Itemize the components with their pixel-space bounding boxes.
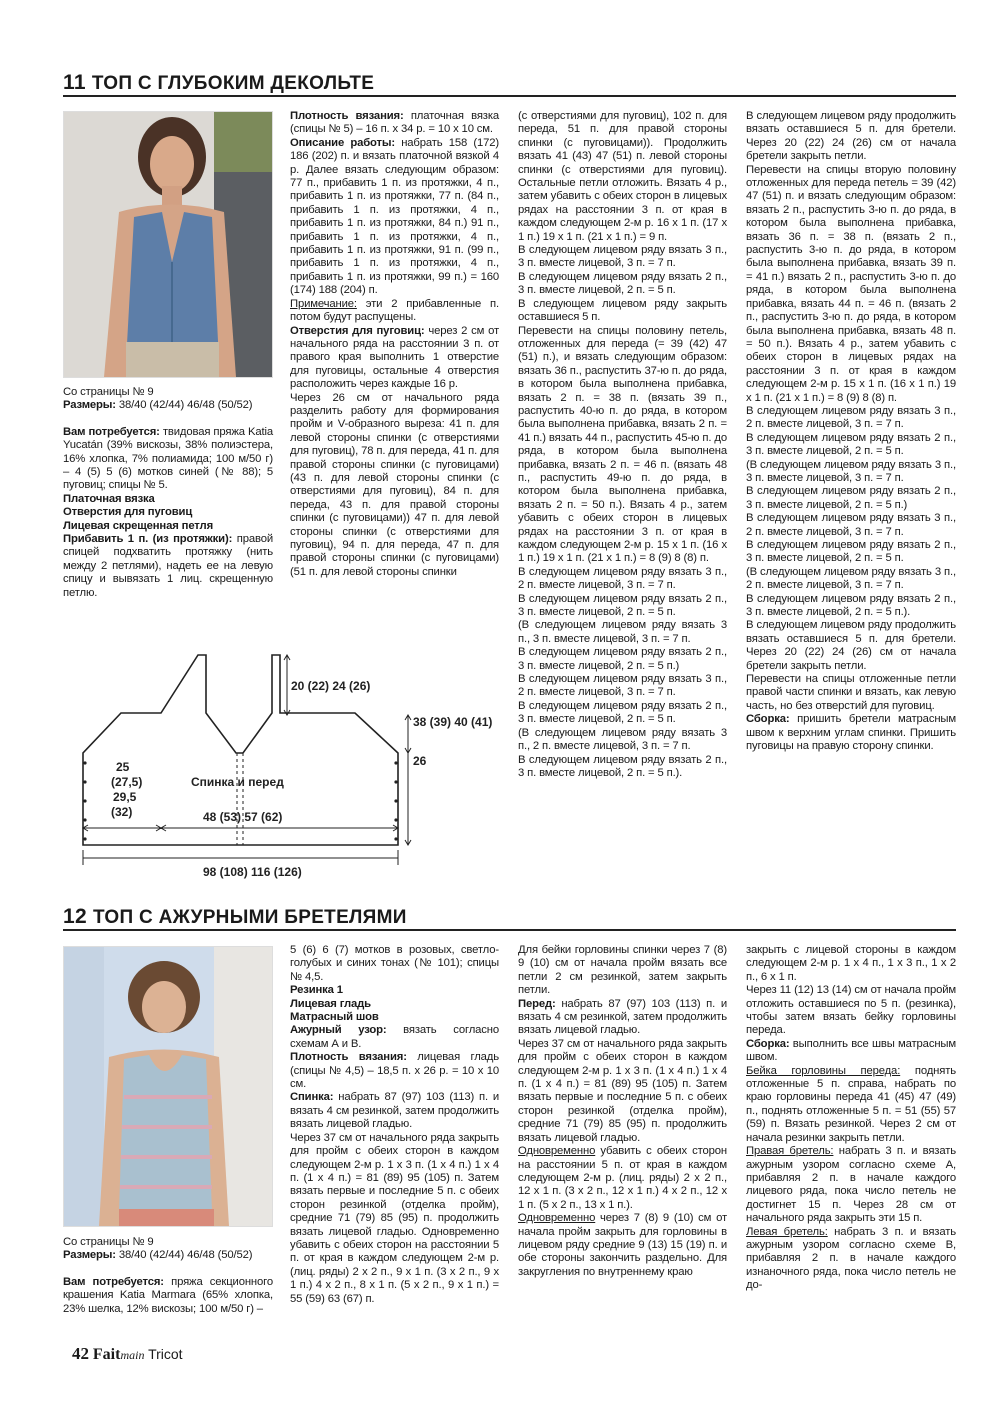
materials-label: Вам потребуется:	[63, 1275, 164, 1288]
paragraph: В следующем лицевом ряду закрыть оставшиеся 5 п.	[518, 297, 727, 324]
simultaneously-label: Одновременно	[518, 1145, 596, 1158]
assembly-label: Сборка:	[746, 1037, 790, 1050]
assembly-label: Сборка:	[746, 713, 790, 726]
strap-length-label: 20 (22) 24 (26)	[291, 679, 371, 693]
stitch-name: Платочная вязка	[63, 492, 155, 505]
paragraph: (В следующем лицевом ряду вязать 3 п., 3 п. вместе лицевой, 3 п. = 7 п.	[746, 458, 956, 484]
paragraph: В следующем лицевом ряду вязать 2 п., 3 п. вместе лицевой, 2 п. = 5 п.	[518, 270, 727, 297]
paragraph: В следующем лицевом ряду вязать 3 п., 3 п. вместе лицевой, 3 п. = 7 п.	[518, 244, 727, 270]
lace-text: вязать согласно схемам А и В.	[290, 1024, 499, 1050]
armhole-label: 38 (39) 40 (41)	[413, 715, 493, 729]
assembly-text: пришить бретели матрасным швом к верхним углам спинки. Пришить пуговицы на правую сторону спинки.	[746, 713, 956, 753]
paragraph: В следующем лицевом ряду вязать 2 п., 3 п. вместе лицевой, 2 п. = 5 п.)	[746, 485, 956, 511]
description-text: набрать 158 (172) 186 (202) п. и вязать платочной вязкой 4 р. Далее вязать следующим образом: 77 п., прибавить 1 п. из протяжки, 4 п., прибавить 1 п. из протяжки, 77 п. (84 п., прибавить 1 п. из протяжки, 4 п., прибавить 1 п. из протяжки, 84 п.) 91 п., прибавить 1 п. из протяжки, 4 п., прибавить 1 п. из протяжки, 91 п. (99 п., прибавить 1 п. из протяжки, 4 п., прибавить 1 п. из протяжки, 99 п.) = 160 (174) 188 (204) п.	[290, 136, 499, 297]
sizes-label: Размеры:	[63, 399, 116, 412]
increase-text: правой спицей подхватить протяжку (нить между 2 петлями), надеть ее на левую спицу и вывязать 1 лиц. скрещенную петлю.	[63, 533, 273, 599]
total-width-label: 98 (108) 116 (126)	[203, 865, 302, 879]
simultaneously-label: Одновременно	[518, 1212, 596, 1225]
gauge-text: лицевая гладь (спицы № 4,5) – 18,5 п. х 26 р. = 10 х 10 см.	[290, 1051, 499, 1091]
s12-column-2	[290, 944, 499, 1306]
buttonholes-text: через 2 см от начального ряда на расстоянии 3 п. от правого края выполнить 1 отверстие для пуговицы, остальные 4 отверстия расположить через каждые 16 р.	[290, 324, 500, 391]
paragraph: через 7 (8) 9 (10) см от начала пройм закрыть для горловины в лицевом ряду средние 9 (13) 15 (19) п. и обе стороны закончить раздельно. Для закругления по внутреннему краю	[518, 1212, 727, 1278]
paragraph: В следующем лицевом ряду вязать 2 п., 3 п. вместе лицевой, 2 п. = 5 п.	[746, 431, 956, 458]
materials-text: пряжа секционного крашения Katia Marmara (65% хлопка, 23% шелка, 12% вискозы; 100 м/50 г) –	[63, 1275, 273, 1315]
model-photo-illustration	[64, 112, 272, 377]
page-number: 42	[72, 1344, 89, 1363]
paragraph: В следующем лицевом ряду вязать 3 п., 2 п. вместе лицевой, 3 п. = 7 п.	[518, 673, 727, 699]
paragraph: убавить с обеих сторон на расстоянии 5 п. от края в каждом следующем 2-м р. (лиц. ряды) 2 х 2 п., 12 х 1 п. (3 х 2 п., 12 х 1 п.) 4 х 2 п., 12 х 1 п. (5 х 2 п., 13 х 1 п.).	[518, 1145, 727, 1211]
paragraph: В следующем лицевом ряду вязать 2 п., 3 п. вместе лицевой, 2 п. = 5 п.).	[518, 753, 727, 779]
sizes-value: 38/40 (42/44) 46/48 (50/52)	[115, 1249, 253, 1262]
garment-schematic	[63, 645, 503, 885]
stitch-name: Отверстия для пуговиц	[63, 506, 193, 519]
paragraph: В следующем лицевом ряду вязать 2 п., 3 п. вместе лицевой, 2 п. = 5 п.)	[518, 646, 727, 672]
gauge-label: Плотность вязания:	[290, 110, 404, 122]
side-width-label: 25	[116, 760, 130, 774]
back-text: набрать 87 (97) 103 (113) п. и вязать 4 см резинкой, затем продолжить вязать лицевой гладью.	[290, 1091, 499, 1131]
section-11-title	[63, 71, 374, 95]
paragraph: В следующем лицевом ряду вязать 3 п., 2 п. вместе лицевой, 3 п. = 7 п.	[746, 512, 956, 538]
gauge-text: платочная вязка (спицы № 5) – 16 п. х 34 р. = 10 х 10 см.	[290, 110, 499, 136]
paragraph: В следующем лицевом ряду вязать 2 п., 3 п. вместе лицевой, 2 п. = 5 п.	[518, 592, 727, 619]
s11-column-3	[518, 110, 727, 780]
source-page: Со страницы № 9	[63, 1236, 154, 1248]
paragraph: Для бейки горловины спинки через 7 (8) 9 (10) см от начала пройм вязать все петли 2 см резинкой, затем закрыть петли.	[518, 944, 727, 997]
page-footer	[72, 1344, 183, 1364]
section-title-text: ТОП С АЖУРНЫМИ БРЕТЕЛЯМИ	[92, 907, 407, 928]
buttonholes-label: Отверстия для пуговиц:	[290, 324, 425, 337]
sizes-label: Размеры:	[63, 1249, 116, 1262]
paragraph: Перевести на спицы половину петель, отложенных для переда (= 39 (42) 47 (51) п.), и вязать следующим образом: вязать 36 п., распустить 37-ю п. до ряда, в котором была выполнена прибавка, вязать 2 п. = 38 п. (вязать 39 п., распустить 40-ю п. до ряда, в котором была выполнена прибавка, вязать 2 п. = 41 п.) вязать 44 п., распустить 45-ю п. до ряда, в котором была выполнена прибавка, вязать 2 п. = 46 п. (вязать 48 п., распустить 49-ю п. до ряда, в котором была выполнена прибавка, вязать 2 п. = 50 п.). Вязать 4 р., затем убавить с обеих сторон в лицевых рядах на расстоянии 3 п. от края в каждом следующем 2-м р. 15 х 1 п. (16 х 1 п.) 19 х 1 п. (21 х 1 п.) = 8 (9) 8 (8) п.	[518, 324, 727, 565]
sizes-value: 38/40 (42/44) 46/48 (50/52)	[115, 399, 253, 412]
left-strap-label: Левая бретель:	[746, 1225, 828, 1238]
brand-name-small: main	[120, 1348, 145, 1362]
right-strap-label: Правая бретель:	[746, 1145, 834, 1158]
section-12-rule	[63, 929, 956, 931]
paragraph: Через 26 см от начального ряда разделить работу для формирования пройм и V-образного выреза: 41 п. для левой стороны спинки (с отверстиями для пуговиц), 78 п. для переда, 41 п. для правой стороны спинки (с пуговицами) (43 п. для левой стороны спинки (с отверстиями для пуговиц), 84 п. для переда, 43 п. для правой стороны спинки (с пуговицами)) 47 п. для левой стороны спинки (с отверстиями для пуговиц), 94 п. для переда, 47 п. для правой стороны спинки (с пуговицами) (51 п. для левой стороны спинки	[290, 391, 499, 578]
front-text: набрать 87 (97) 103 (113) п. и вязать 4 см резинкой, затем продолжить вязать лицевой гладью.	[518, 997, 727, 1037]
stitch-name: Резинка 1	[290, 984, 343, 997]
s12-left-column	[63, 1236, 273, 1316]
top-photo-multicolor	[63, 946, 273, 1227]
model-photo-illustration	[64, 947, 272, 1226]
back-label: Спинка:	[290, 1091, 334, 1104]
paragraph: Через 37 см от начального ряда закрыть для пройм с обеих сторон в каждом следующем 2-м р. 1 х 3 п. (1 х 4 п.) 1 х 4 п. (1 х 4 п.) = 81 (89) 95 (105) п. Затем вязать первые и последние 5 п. с обеих сторон резинкой (отделка пройм), средние 71 (79) 85 (95) п. продолжить вязать лицевой гладью. Одновременно убавить с обеих сторон на расстоянии 5 п. от края в каждом следующем 2-м р. (лиц. ряды) 2 х 2 п., 9 х 1 п. (3 х 2 п., 9 х 1 п.) 4 х 2 п., 8 х 1 п. (5 х 2 п., 9 х 1 п.) = 55 (59) 63 (67) п.	[290, 1131, 499, 1305]
materials-text: твидовая пряжа Katia Yucatán (39% вискозы, 38% полиэстера, 16% хлопка, 7% полиамида; 100 м/50 г) – 4 (5) 5 (6) мотков синей (№ 88); 5 пуговиц; спицы № 5.	[63, 425, 273, 492]
increase-label: Прибавить 1 п. (из протяжки):	[63, 533, 233, 546]
paragraph: Перевести на спицы отложенные петли правой части спинки и вязать, как левую часть, но без отверстий для пуговиц.	[746, 673, 956, 712]
section-number: 12	[63, 905, 87, 928]
paragraph: В следующем лицевом ряду продолжить вязать оставшиеся 5 п. для бретели. Через 20 (22) 24 (26) см от начала бретели закрыть петли.	[746, 619, 956, 672]
stitch-name: Лицевая скрещенная петля	[63, 519, 214, 532]
note-text: эти 2 прибавленные п. потом будут распущены.	[290, 297, 499, 324]
paragraph: В следующем лицевом ряду вязать 3 п., 2 п. вместе лицевой, 3 п. = 7 п.	[746, 404, 956, 431]
paragraph: В следующем лицевом ряду вязать 2 п., 3 п. вместе лицевой, 2 п. = 5 п.).	[746, 592, 956, 619]
paragraph: В следующем лицевом ряду вязать 3 п., 2 п. вместе лицевой, 3 п. = 7 п.	[518, 565, 727, 592]
assembly-text: выполнить все швы матрасным швом.	[746, 1037, 956, 1064]
paragraph: В следующем лицевом ряду продолжить вязать оставшиеся 5 п. для бретели. Через 20 (22) 24 (26) см от начала бретели закрыть петли.	[746, 110, 956, 163]
front-label: Перед:	[518, 997, 556, 1010]
paragraph: Через 11 (12) 13 (14) см от начала пройм отложить оставшиеся по 5 п. (резинка), чтобы затем вязать бейку горловины переда.	[746, 984, 956, 1037]
stitch-name: Матрасный шов	[290, 1011, 379, 1024]
section-number: 11	[63, 71, 86, 94]
magazine-name: Tricot	[144, 1346, 183, 1362]
paragraph: Через 37 см от начального ряда закрыть для пройм с обеих сторон в каждом следующем 2-м р. 1 х 3 п. (1 х 4 п.) 1 х 4 п. (1 х 4 п.) = 81 (89) 95 (105) п. Затем вязать первые и последние 5 п. с обеих сторон резинкой (отделка пройм), средние 71 (79) 85 (95) п. продолжить вязать лицевой гладью.	[518, 1037, 727, 1144]
paragraph: (В следующем лицевом ряду вязать 3 п., 2 п. вместе лицевой, 3 п. = 7 п.	[746, 565, 956, 592]
paragraph: 5 (6) 6 (7) мотков в розовых, светло-голубых и синих тонах (№ 101); спицы № 4,5.	[290, 944, 499, 983]
note-label: Примечание:	[290, 297, 357, 310]
right-strap-text: набрать 3 п. и вязать ажурным узором согласно схеме А, прибавляя 2 п. в начале каждого лицевого ряда, пока число петель не достигнет 15 п. Через 28 см от начального ряда закрыть эти 15 п.	[746, 1145, 956, 1225]
paragraph: В следующем лицевом ряду вязать 2 п., 3 п. вместе лицевой, 2 п. = 5 п.	[518, 699, 727, 726]
side-width-label: (27,5)	[111, 775, 143, 789]
neckband-label: Бейка горловины переда:	[746, 1064, 901, 1077]
brand-name: Fait	[92, 1346, 121, 1363]
s11-column-2	[290, 110, 499, 579]
paragraph: закрыть с лицевой стороны в каждом следующем 2-м р. 1 х 4 п., 1 х 3 п., 1 х 2 п., 6 х 1 п.	[746, 944, 956, 983]
side-width-label: 29,5	[113, 790, 137, 804]
section-title-text: ТОП С ГЛУБОКИМ ДЕКОЛЬТЕ	[91, 73, 375, 94]
paragraph: (В следующем лицевом ряду вязать 3 п., 3 п. вместе лицевой, 3 п. = 7 п.	[518, 619, 727, 645]
s12-column-3	[518, 944, 727, 1279]
materials-label: Вам потребуется:	[63, 425, 160, 438]
section-12-title	[63, 905, 407, 929]
paragraph: Перевести на спицы вторую половину отложенных для переда петель = 39 (42) 47 (51) п. и вязать следующим образом: вязать 2 п., распустить 3-ю п. до ряда, в котором была выполнена прибавка, вязать 36 п. = 38 п. (вязать 2 п., распустить 3-ю п. до ряда, в котором была выполнена прибавка, вязать 39 п. = 41 п.) вязать 2 п., распустить 3-ю п. до ряда, в котором была выполнена прибавка, вязать 44 п. = 46 п. (вязать 2 п., распустить 3-ю п. до ряда, в котором была выполнена прибавка, вязать 48 п. = 50 п.). Вязать 4 р., затем убавить с обеих сторон в лицевых рядах на расстоянии 3 п. от края в каждом следующем 2-м р. 15 х 1 п. (16 х 1 п.) 19 х 1 п. (21 х 1 п.) = 8 (9) 8 (8) п.	[746, 163, 956, 404]
source-page: Со страницы № 9	[63, 386, 154, 398]
description-label: Описание работы:	[290, 136, 395, 149]
side-width-label: (32)	[111, 805, 133, 819]
height-label: 26	[413, 754, 427, 768]
s11-column-4	[746, 110, 956, 754]
paragraph: В следующем лицевом ряду вязать 2 п., 3 п. вместе лицевой, 2 п. = 5 п.	[746, 539, 956, 565]
section-11-rule	[63, 95, 956, 97]
paragraph: (В следующем лицевом ряду вязать 3 п., 2 п. вместе лицевой, 3 п. = 7 п.	[518, 726, 727, 753]
paragraph: (с отверстиями для пуговиц), 102 п. для переда, 51 п. для правой стороны спинки (с пуговицами)). Продолжить вязать 41 (43) 47 (51) п. левой стороны спинки (с отверстиями для пуговиц). Остальные петли отложить. Вязать 4 р., затем убавить с обеих сторон в лицевых рядах на расстоянии 3 п. от края в каждом следующем 2-м р. 16 х 1 п. (17 х 1 п.) 19 х 1 п. (21 х 1 п.) = 9 п.	[518, 110, 727, 243]
stitch-name: Лицевая гладь	[290, 997, 371, 1010]
lace-label: Ажурный узор:	[290, 1024, 387, 1037]
left-strap-text: набрать 3 п. и вязать ажурным узором согласно схеме В, прибавляя 2 п. в начале каждого изнаночного ряда, пока число петель не до-	[746, 1225, 956, 1292]
front-width-label: 48 (53) 57 (62)	[203, 810, 283, 824]
top-photo-blue	[63, 111, 273, 378]
neckband-text: поднять отложенные 5 п. справа, набрать по краю горловины переда 41 (45) 47 (49) п., поднять отложенные 5 п. = 51 (55) 57 (59) п. Вязать резинкой. Через 2 см от начала резинки закрыть петли.	[746, 1064, 956, 1144]
piece-label: Спинка и перед	[191, 775, 284, 789]
s11-left-column	[63, 386, 273, 600]
s12-column-4	[746, 944, 956, 1293]
gauge-label: Плотность вязания:	[290, 1051, 407, 1064]
